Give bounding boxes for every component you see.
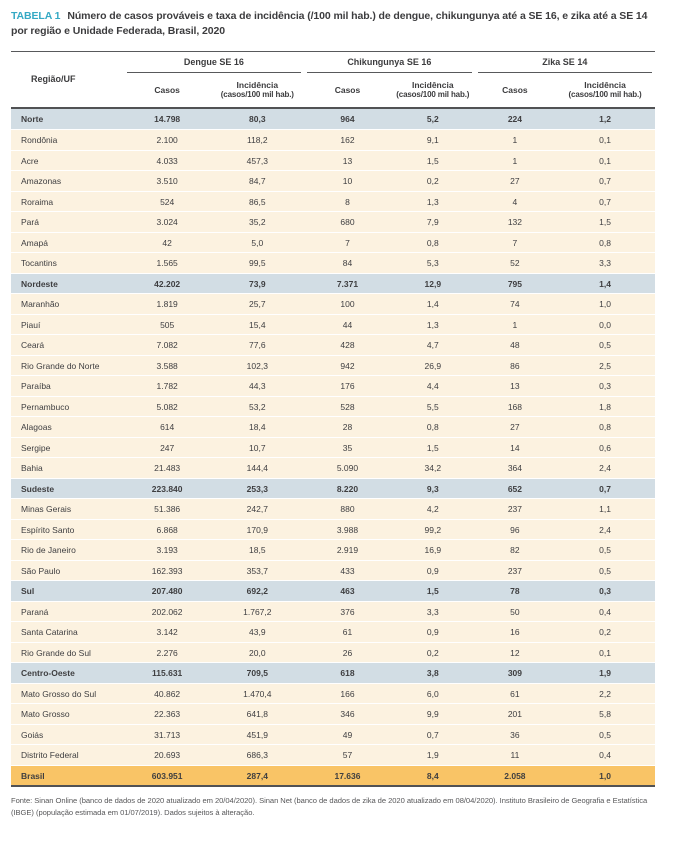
row-label: São Paulo (21, 565, 61, 576)
cell-value: 20.693 (154, 750, 181, 761)
cell-value: 0,7 (426, 729, 439, 740)
cell-value: 2.058 (504, 770, 526, 781)
cell-value: 7 (345, 237, 350, 248)
column-header-chikungunya-incidencia (391, 73, 475, 107)
row-label: Distrito Federal (21, 750, 79, 761)
column-header-zika-casos: Casos (502, 84, 528, 95)
cell-value: 144,4 (246, 463, 268, 474)
row-label: Sudeste (21, 483, 55, 494)
cell-value: 795 (507, 278, 522, 289)
cell-value: 82 (510, 545, 520, 556)
cell-value: 2.276 (156, 647, 178, 658)
row-label: Paraná (21, 606, 49, 617)
cell-value: 0,1 (599, 135, 611, 146)
cell-value: 1,9 (599, 668, 611, 679)
cell-value: 3,8 (426, 668, 439, 679)
table-row (11, 191, 655, 212)
row-label: Piauí (21, 319, 41, 330)
cell-value: 224 (507, 114, 522, 125)
row-label: Ceará (21, 340, 45, 351)
cell-value: 202.062 (151, 606, 183, 617)
incidencia-unit-label: (casos/100 mil hab.) (568, 90, 642, 100)
table-row (11, 232, 655, 253)
cell-value: 309 (507, 668, 522, 679)
cell-value: 61 (342, 627, 353, 638)
cell-value: 50 (510, 606, 520, 617)
table-row (11, 560, 655, 581)
cell-value: 80,3 (249, 114, 266, 125)
cell-value: 0,8 (426, 237, 439, 248)
cell-value: 18,5 (249, 545, 266, 556)
row-label: Rio de Janeiro (21, 545, 76, 556)
cell-value: 1 (512, 319, 518, 330)
table-row (11, 416, 655, 437)
row-label: Alagoas (21, 422, 52, 433)
cell-value: 0,3 (599, 586, 611, 597)
cell-value: 428 (340, 340, 355, 351)
cell-value: 6,0 (426, 688, 439, 699)
cell-value: 364 (507, 463, 522, 474)
table-row (11, 334, 655, 355)
cell-value: 84 (342, 258, 353, 269)
cell-value: 2.919 (336, 545, 359, 556)
data-table (11, 51, 655, 788)
row-label: Pará (21, 217, 39, 228)
cell-value: 86,5 (249, 196, 266, 207)
cell-value: 4,2 (426, 504, 439, 515)
cell-value: 964 (340, 114, 355, 125)
cell-value: 3.588 (156, 360, 178, 371)
cell-value: 1,4 (599, 278, 611, 289)
cell-value: 7.082 (156, 340, 178, 351)
cell-value: 0,5 (599, 545, 611, 556)
table-row (11, 498, 655, 519)
cell-value: 942 (340, 360, 355, 371)
row-label: Bahia (21, 463, 43, 474)
table-header (11, 52, 655, 107)
cell-value: 77,6 (249, 340, 266, 351)
cell-value: 709,5 (246, 668, 268, 679)
incidencia-unit-label: (casos/100 mil hab.) (220, 90, 294, 100)
table-row (11, 129, 655, 150)
table-row (11, 703, 655, 724)
cell-value: 35 (342, 442, 353, 453)
table-number-tag: TABELA 1 (11, 10, 61, 22)
cell-value: 5.090 (336, 463, 359, 474)
column-header-chikungunya-casos: Casos (334, 84, 361, 95)
cell-value: 3.510 (156, 176, 178, 187)
row-label: Santa Catarina (21, 627, 78, 638)
table-row (11, 314, 655, 335)
cell-value: 34,2 (424, 463, 442, 474)
cell-value: 99,5 (249, 258, 266, 269)
cell-value: 20,0 (249, 647, 266, 658)
cell-value: 0,5 (599, 729, 611, 740)
cell-value: 1.470,4 (243, 688, 272, 699)
cell-value: 1,3 (426, 319, 439, 330)
row-label: Goiás (21, 729, 44, 740)
cell-value: 57 (342, 750, 353, 761)
cell-value: 1 (512, 155, 518, 166)
cell-value: 74 (510, 299, 520, 310)
cell-value: 1,5 (426, 442, 439, 453)
cell-value: 162.393 (151, 565, 183, 576)
cell-value: 0,7 (599, 483, 611, 494)
cell-value: 0,3 (599, 381, 611, 392)
cell-value: 52 (510, 258, 520, 269)
cell-value: 618 (340, 668, 355, 679)
cell-value: 17.636 (334, 770, 361, 781)
table-row (11, 211, 655, 232)
cell-value: 0,4 (599, 750, 611, 761)
row-label: Pernambuco (21, 401, 70, 412)
cell-value: 5,3 (426, 258, 439, 269)
cell-value: 0,7 (599, 196, 611, 207)
cell-value: 13 (510, 381, 520, 392)
cell-value: 5,5 (426, 401, 439, 412)
cell-value: 48 (510, 340, 520, 351)
cell-value: 4,4 (426, 381, 439, 392)
cell-value: 2,2 (599, 688, 611, 699)
cell-value: 1,4 (426, 299, 439, 310)
table-row (11, 375, 655, 396)
cell-value: 53,2 (249, 401, 266, 412)
cell-value: 73,9 (249, 278, 266, 289)
cell-value: 11 (510, 750, 520, 761)
cell-value: 40.862 (154, 688, 181, 699)
cell-value: 31.713 (154, 729, 181, 740)
cell-value: 84,7 (249, 176, 266, 187)
cell-value: 1,3 (426, 196, 439, 207)
cell-value: 78 (510, 586, 520, 597)
cell-value: 376 (340, 606, 355, 617)
cell-value: 9,9 (426, 709, 439, 720)
cell-value: 21.483 (154, 463, 181, 474)
row-label: Espírito Santo (21, 524, 75, 535)
cell-value: 44,3 (249, 381, 266, 392)
cell-value: 26,9 (424, 360, 442, 371)
cell-value: 168 (507, 401, 522, 412)
table-title-text: Número de casos prováveis e taxa de incidência (/100 mil hab.) de dengue, chikungunya até a SE 16, e zika até a SE 14 por região e Unidade Federada, Brasil, 2020 (11, 10, 648, 37)
cell-value: 100 (340, 299, 355, 310)
cell-value: 49 (342, 729, 353, 740)
cell-value: 51.386 (154, 504, 181, 515)
cell-value: 12,9 (424, 278, 442, 289)
cell-value: 27 (510, 422, 520, 433)
cell-value: 115.631 (152, 668, 183, 679)
cell-value: 3,3 (599, 258, 611, 269)
row-label: Amazonas (21, 176, 62, 187)
cell-value: 0,6 (599, 442, 611, 453)
cell-value: 2,5 (599, 360, 611, 371)
row-label: Centro-Oeste (21, 668, 75, 679)
cell-value: 26 (342, 647, 353, 658)
cell-value: 14 (510, 442, 520, 453)
column-header-zika-incidencia (555, 73, 655, 107)
column-header-regiao-uf: Região/UF (31, 74, 76, 85)
cell-value: 8 (345, 196, 350, 207)
cell-value: 0,4 (599, 606, 611, 617)
cell-value: 242,7 (246, 504, 268, 515)
cell-value: 353,7 (246, 565, 268, 576)
row-label: Sul (21, 586, 35, 597)
cell-value: 5,0 (251, 237, 264, 248)
table-row (11, 109, 655, 130)
table-row (11, 662, 655, 683)
table-row (11, 252, 655, 273)
cell-value: 237 (507, 504, 522, 515)
table-row (11, 601, 655, 622)
cell-value: 207.480 (151, 586, 183, 597)
cell-value: 1.565 (156, 258, 178, 269)
cell-value: 0,9 (426, 565, 439, 576)
cell-value: 603.951 (151, 770, 183, 781)
cell-value: 4,7 (426, 340, 439, 351)
cell-value: 1,1 (599, 504, 611, 515)
table-row (11, 519, 655, 540)
cell-value: 2,4 (599, 524, 611, 535)
row-label: Tocantins (21, 258, 57, 269)
incidencia-label: Incidência (584, 79, 626, 90)
cell-value: 18,4 (249, 422, 266, 433)
cell-value: 223.840 (151, 483, 183, 494)
cell-value: 176 (340, 381, 355, 392)
row-label: Paraíba (21, 381, 51, 392)
cell-value: 10,7 (249, 442, 266, 453)
cell-value: 1 (512, 135, 518, 146)
incidencia-label: Incidência (412, 79, 454, 90)
table-row (11, 580, 655, 601)
row-label: Rio Grande do Sul (21, 647, 91, 658)
cell-value: 463 (340, 586, 355, 597)
cell-value: 1,5 (426, 155, 439, 166)
table-row (11, 724, 655, 745)
table-row (11, 273, 655, 294)
cell-value: 5,2 (426, 114, 439, 125)
cell-value: 0,2 (426, 647, 439, 658)
cell-value: 170,9 (246, 524, 268, 535)
row-label: Rio Grande do Norte (21, 360, 100, 371)
cell-value: 1,0 (599, 299, 611, 310)
cell-value: 42 (162, 237, 172, 248)
column-group-dengue: Dengue SE 16 (127, 52, 301, 73)
cell-value: 102,3 (246, 360, 268, 371)
row-label: Acre (21, 155, 39, 166)
document-page (0, 9, 673, 842)
incidencia-unit-label: (casos/100 mil hab.) (396, 90, 470, 100)
cell-value: 2.100 (156, 135, 178, 146)
table-title (11, 9, 662, 39)
cell-value: 118,2 (246, 135, 268, 146)
row-label: Sergipe (21, 442, 51, 453)
cell-value: 253,3 (246, 483, 268, 494)
table-row (11, 457, 655, 478)
row-label: Rondônia (21, 135, 58, 146)
cell-value: 10 (342, 176, 353, 187)
cell-value: 3.024 (156, 217, 178, 228)
cell-value: 0,0 (599, 319, 611, 330)
cell-value: 524 (160, 196, 175, 207)
cell-value: 2,4 (599, 463, 611, 474)
cell-value: 346 (340, 709, 355, 720)
cell-value: 44 (342, 319, 353, 330)
cell-value: 96 (510, 524, 520, 535)
table-body (11, 109, 655, 786)
cell-value: 8.220 (336, 483, 359, 494)
cell-value: 35,2 (249, 217, 266, 228)
page (0, 9, 673, 842)
cell-value: 162 (340, 135, 355, 146)
cell-value: 166 (340, 688, 355, 699)
cell-value: 6.868 (156, 524, 178, 535)
cell-value: 61 (510, 688, 520, 699)
table-row (11, 765, 655, 786)
cell-value: 652 (507, 483, 522, 494)
table-row (11, 744, 655, 765)
cell-value: 1,9 (426, 750, 439, 761)
cell-value: 9,3 (426, 483, 439, 494)
cell-value: 27 (510, 176, 520, 187)
cell-value: 451,9 (246, 729, 268, 740)
cell-value: 0,8 (599, 237, 611, 248)
cell-value: 3.142 (156, 627, 178, 638)
cell-value: 880 (340, 504, 355, 515)
table-row (11, 437, 655, 458)
cell-value: 1.782 (156, 381, 178, 392)
table-row (11, 355, 655, 376)
table-row (11, 642, 655, 663)
cell-value: 457,3 (246, 155, 268, 166)
cell-value: 3,3 (426, 606, 439, 617)
cell-value: 614 (160, 422, 175, 433)
cell-value: 528 (340, 401, 355, 412)
row-label: Norte (21, 114, 44, 125)
cell-value: 692,2 (246, 586, 268, 597)
cell-value: 8,4 (426, 770, 439, 781)
cell-value: 5.082 (156, 401, 178, 412)
column-group-zika: Zika SE 14 (478, 52, 652, 73)
cell-value: 0,1 (599, 155, 611, 166)
cell-value: 0,2 (599, 627, 611, 638)
cell-value: 0,5 (599, 565, 611, 576)
column-header-dengue-casos: Casos (154, 84, 180, 95)
cell-value: 0,2 (426, 176, 439, 187)
cell-value: 99,2 (424, 524, 442, 535)
row-label: Mato Grosso (21, 709, 70, 720)
cell-value: 36 (510, 729, 520, 740)
table-row (11, 150, 655, 171)
table-row (11, 539, 655, 560)
cell-value: 22.363 (154, 709, 181, 720)
cell-value: 237 (507, 565, 522, 576)
cell-value: 25,7 (249, 299, 266, 310)
table-bottom-rule (11, 785, 655, 787)
cell-value: 686,3 (246, 750, 268, 761)
cell-value: 42.202 (154, 278, 181, 289)
cell-value: 1,5 (599, 217, 611, 228)
cell-value: 641,8 (246, 709, 268, 720)
source-note: Fonte: Sinan Online (banco de dados de 2020 atualizado em 20/04/2020). Sinan Net (banco de dados de zika de 2020 atualizado em 08/04/2020). Instituto Brasileiro de Geografia e Estatística (IBGE) (população estimada em 01/07/2019). Dados sujeitos à alteração. (11, 796, 648, 818)
cell-value: 433 (340, 565, 355, 576)
cell-value: 16,9 (424, 545, 442, 556)
cell-value: 1,5 (426, 586, 439, 597)
cell-value: 5,8 (599, 709, 611, 720)
cell-value: 287,4 (246, 770, 268, 781)
column-header-dengue-incidencia (211, 73, 304, 107)
cell-value: 86 (510, 360, 520, 371)
table-row (11, 621, 655, 642)
cell-value: 12 (510, 647, 520, 658)
cell-value: 1,2 (599, 114, 611, 125)
cell-value: 201 (507, 709, 522, 720)
cell-value: 9,1 (426, 135, 439, 146)
cell-value: 0,8 (599, 422, 611, 433)
cell-value: 0,5 (599, 340, 611, 351)
table-row (11, 478, 655, 499)
cell-value: 132 (507, 217, 522, 228)
table-row (11, 170, 655, 191)
cell-value: 0,7 (599, 176, 611, 187)
cell-value: 28 (342, 422, 353, 433)
cell-value: 43,9 (249, 627, 266, 638)
cell-value: 7.371 (336, 278, 359, 289)
row-label: Brasil (21, 770, 45, 781)
cell-value: 3.193 (156, 545, 178, 556)
column-group-chikungunya: Chikungunya SE 16 (307, 52, 472, 73)
cell-value: 247 (160, 442, 175, 453)
row-label: Mato Grosso do Sul (21, 688, 97, 699)
cell-value: 4 (512, 196, 518, 207)
row-label: Minas Gerais (21, 504, 72, 515)
row-label: Roraima (21, 196, 54, 207)
cell-value: 16 (510, 627, 520, 638)
cell-value: 14.798 (154, 114, 181, 125)
table-row (11, 683, 655, 704)
cell-value: 1,8 (599, 401, 611, 412)
cell-value: 15,4 (249, 319, 266, 330)
incidencia-label: Incidência (236, 79, 279, 90)
cell-value: 3.988 (336, 524, 359, 535)
table-row (11, 293, 655, 314)
row-label: Maranhão (21, 299, 60, 310)
cell-value: 0,8 (426, 422, 439, 433)
cell-value: 13 (342, 155, 353, 166)
row-label: Amapá (21, 237, 48, 248)
cell-value: 7 (512, 237, 518, 248)
table-row (11, 396, 655, 417)
cell-value: 1.819 (156, 299, 178, 310)
cell-value: 1,0 (599, 770, 611, 781)
cell-value: 505 (160, 319, 175, 330)
cell-value: 7,9 (426, 217, 439, 228)
row-label: Nordeste (21, 278, 58, 289)
cell-value: 0,1 (599, 647, 611, 658)
cell-value: 0,9 (426, 627, 439, 638)
cell-value: 1.767,2 (243, 606, 272, 617)
cell-value: 680 (340, 217, 355, 228)
cell-value: 4.033 (156, 155, 178, 166)
